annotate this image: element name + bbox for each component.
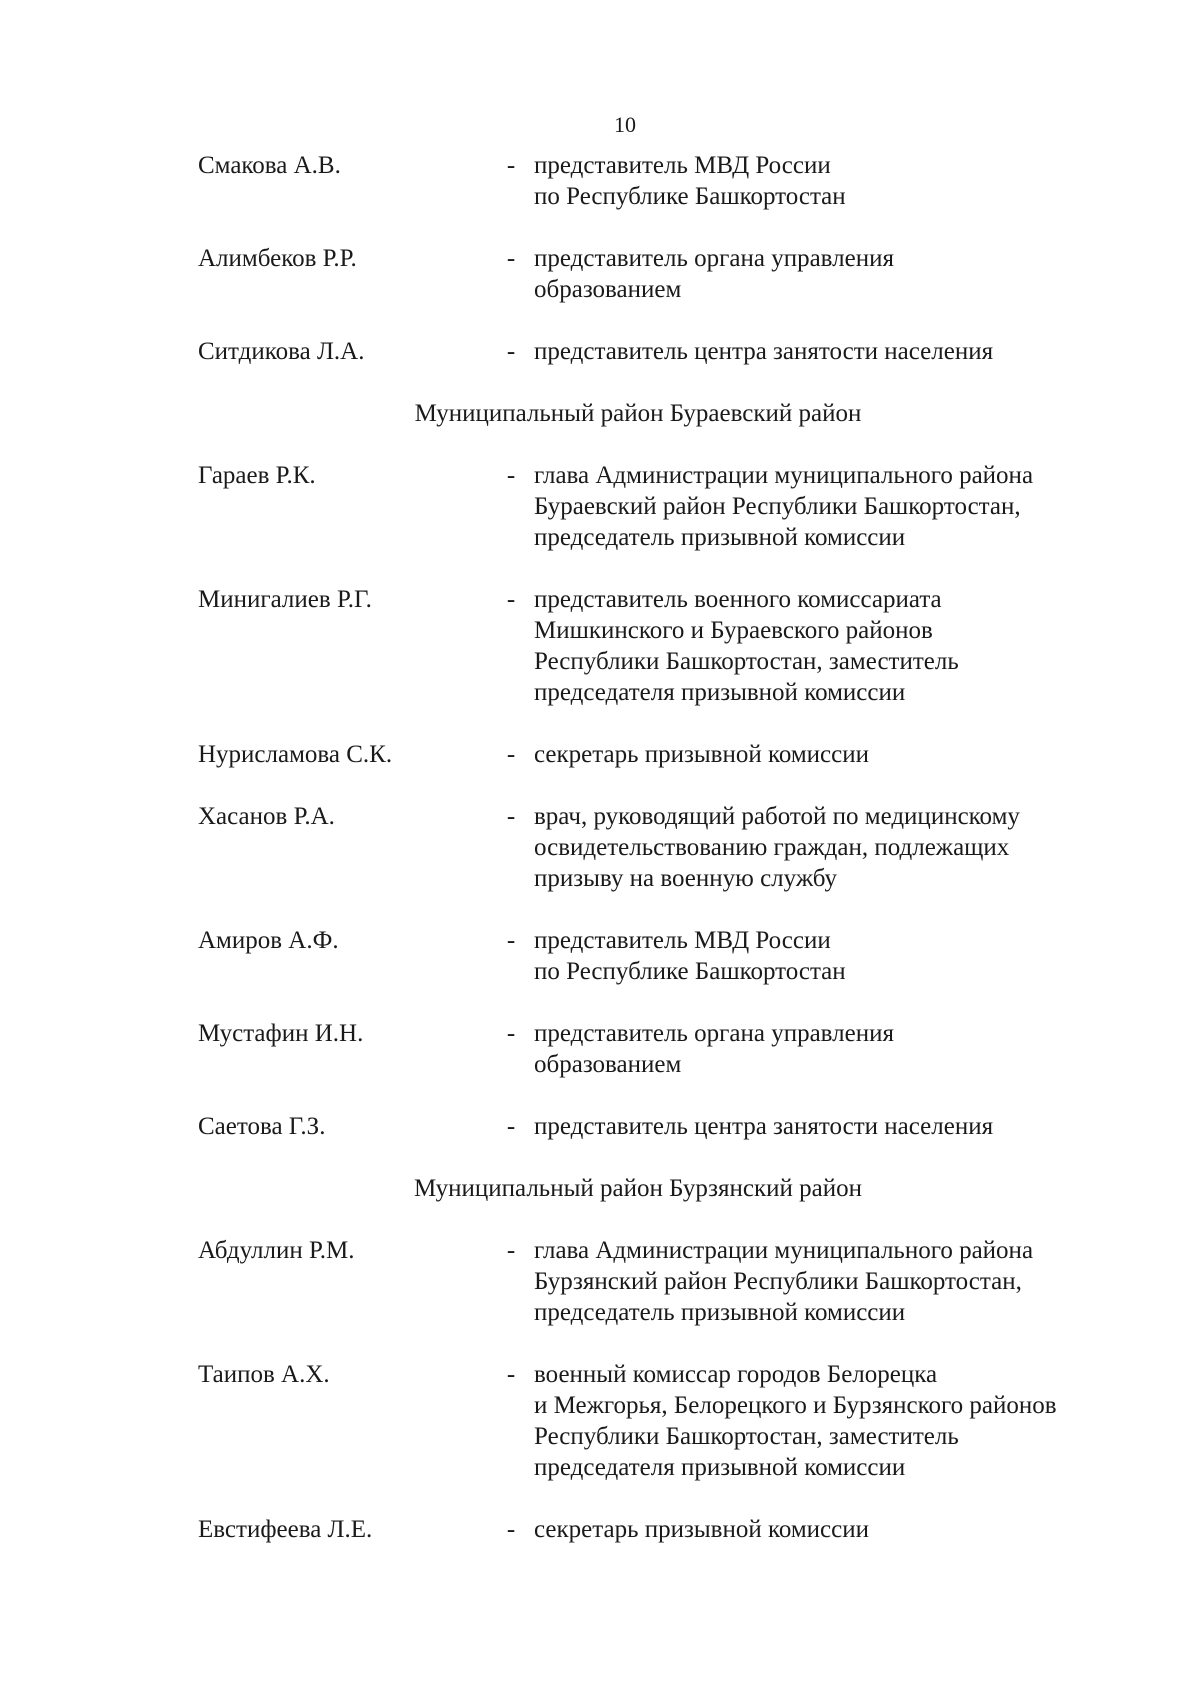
member-name: Минигалиев Р.Г. (198, 586, 372, 613)
dash-separator: - (506, 245, 516, 272)
member-role (534, 584, 1154, 708)
member-role-line: представитель центра занятости населения (534, 1113, 994, 1140)
member-name: Гараев Р.К. (198, 462, 316, 489)
member-role (534, 1235, 1154, 1328)
member-role-line: образованием (534, 276, 682, 303)
member-role-line: и Межгорья, Белорецкого и Бурзянского районов (534, 1392, 1057, 1419)
section-heading: Муниципальный район Бурзянский район (414, 1175, 862, 1202)
spacer (198, 1483, 1158, 1514)
spacer (198, 429, 1158, 460)
spacer (198, 770, 1158, 801)
member-name: Мустафин И.Н. (198, 1020, 364, 1047)
member-role-line: по Республике Башкортостан (534, 958, 846, 985)
member-entry (198, 925, 1158, 987)
member-role-line: представитель МВД России (534, 927, 831, 954)
member-name: Ситдикова Л.А. (198, 338, 365, 365)
member-role-line: представитель органа управления (534, 1020, 894, 1047)
member-role-line: представитель МВД России (534, 152, 831, 179)
member-name: Нурисламова С.К. (198, 741, 393, 768)
dash-separator: - (506, 152, 516, 179)
member-role-line: Республики Башкортостан, заместитель (534, 648, 959, 675)
member-role-line: председателя призывной комиссии (534, 679, 906, 706)
member-role-line: глава Администрации муниципального района (534, 1237, 1034, 1264)
member-role-line: представитель центра занятости населения (534, 338, 994, 365)
member-role-line: председатель призывной комиссии (534, 1299, 906, 1326)
member-name: Хасанов Р.А. (198, 803, 335, 830)
dash-separator: - (506, 586, 516, 613)
member-name: Алимбеков Р.Р. (198, 245, 357, 272)
member-role-line: призыву на военную службу (534, 865, 838, 892)
member-entry (198, 801, 1158, 894)
member-role (534, 1514, 1154, 1545)
commission-member-list (198, 150, 1158, 1545)
member-role-line: председателя призывной комиссии (534, 1454, 906, 1481)
member-name: Амиров А.Ф. (198, 927, 339, 954)
member-entry (198, 336, 1158, 367)
member-role (534, 460, 1154, 553)
spacer (198, 1142, 1158, 1173)
member-name: Смакова А.В. (198, 152, 341, 179)
member-role (534, 150, 1154, 212)
member-role-line: образованием (534, 1051, 682, 1078)
dash-separator: - (506, 338, 516, 365)
dash-separator: - (506, 1361, 516, 1388)
member-role-line: председатель призывной комиссии (534, 524, 906, 551)
dash-separator: - (506, 1020, 516, 1047)
member-entry (198, 1111, 1158, 1142)
spacer (198, 1328, 1158, 1359)
spacer (198, 987, 1158, 1018)
dash-separator: - (506, 1237, 516, 1264)
member-role-line: освидетельствованию граждан, подлежащих (534, 834, 1010, 861)
spacer (198, 894, 1158, 925)
member-name: Саетова Г.З. (198, 1113, 326, 1140)
member-name: Таипов А.Х. (198, 1361, 330, 1388)
member-entry (198, 243, 1158, 305)
member-role (534, 336, 1154, 367)
member-role-line: врач, руководящий работой по медицинскому (534, 803, 1020, 830)
member-entry (198, 1018, 1158, 1080)
member-entry (198, 460, 1158, 553)
member-role (534, 1111, 1154, 1142)
dash-separator: - (506, 741, 516, 768)
dash-separator: - (506, 1516, 516, 1543)
spacer (198, 367, 1158, 398)
member-role-line: секретарь призывной комиссии (534, 1516, 870, 1543)
dash-separator: - (506, 462, 516, 489)
spacer (198, 305, 1158, 336)
member-role-line: военный комиссар городов Белорецка (534, 1361, 938, 1388)
spacer (198, 1204, 1158, 1235)
member-role (534, 243, 1154, 305)
member-entry (198, 1359, 1158, 1483)
member-role-line: по Республике Башкортостан (534, 183, 846, 210)
member-role-line: Бураевский район Республики Башкортостан, (534, 493, 1021, 520)
spacer (198, 708, 1158, 739)
member-entry (198, 150, 1158, 212)
member-name: Евстифеева Л.Е. (198, 1516, 373, 1543)
member-role-line: представитель органа управления (534, 245, 894, 272)
member-role-line: представитель военного комиссариата (534, 586, 942, 613)
member-role (534, 801, 1154, 894)
member-role (534, 925, 1154, 987)
spacer (198, 553, 1158, 584)
page-number: 10 (614, 112, 636, 137)
dash-separator: - (506, 927, 516, 954)
dash-separator: - (506, 803, 516, 830)
member-name: Абдуллин Р.М. (198, 1237, 355, 1264)
spacer (198, 212, 1158, 243)
spacer (198, 1080, 1158, 1111)
member-role-line: Бурзянский район Республики Башкортостан, (534, 1268, 1022, 1295)
member-role-line: Республики Башкортостан, заместитель (534, 1423, 959, 1450)
member-role (534, 1018, 1154, 1080)
member-entry (198, 739, 1158, 770)
member-entry (198, 584, 1158, 708)
member-role-line: Мишкинского и Бураевского районов (534, 617, 933, 644)
member-role-line: глава Администрации муниципального района (534, 462, 1034, 489)
member-role (534, 739, 1154, 770)
member-role-line: секретарь призывной комиссии (534, 741, 870, 768)
section-heading: Муниципальный район Бураевский район (414, 400, 862, 427)
member-entry (198, 1235, 1158, 1328)
member-role (534, 1359, 1154, 1483)
dash-separator: - (506, 1113, 516, 1140)
member-entry (198, 1514, 1158, 1545)
